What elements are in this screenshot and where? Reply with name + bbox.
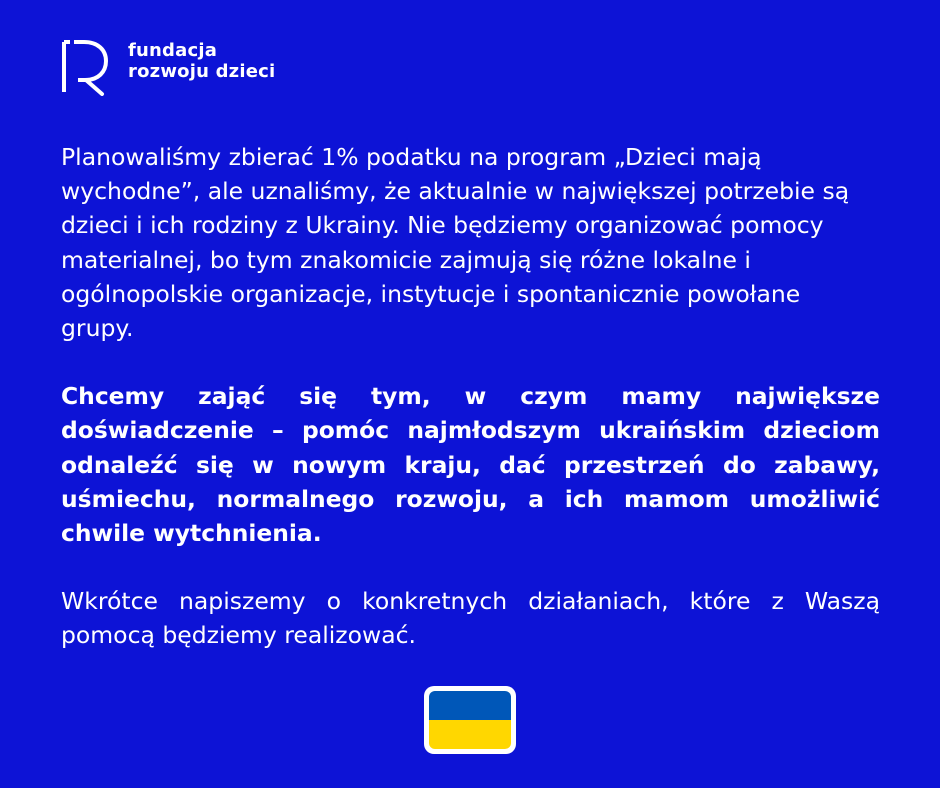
intro-paragraph: Planowaliśmy zbierać 1% podatku na program „Dzieci mają wychodne”, ale uznaliśmy, że aktualnie w największej potrzebie są dzieci i ich rodziny z Ukrainy. Nie będziemy organizować pomocy materialnej, bo tym znakomicie zajmują się różne lokalne i ogólnopolskie organizacje, instytucje i spontanicznie powołane grupy. — [61, 143, 850, 343]
brand-line-1: fundacja — [128, 40, 218, 61]
brand-logo — [60, 38, 275, 96]
fundacja-logo-icon — [60, 38, 112, 96]
flag-yellow-stripe — [429, 720, 511, 749]
ukraine-flag-icon — [424, 686, 516, 754]
main-content — [61, 140, 880, 653]
flag-blue-stripe — [429, 691, 511, 720]
flag-body — [429, 691, 511, 749]
outro-paragraph: Wkrótce napiszemy o konkretnych działaniach, które z Waszą pomocą będziemy realizować. — [61, 587, 880, 650]
brand-name — [128, 40, 275, 82]
brand-line-2: rozwoju dzieci — [128, 61, 276, 82]
highlight-paragraph: Chcemy zająć się tym, w czym mamy największe doświadczenie – pomóc najmłodszym ukraińskim dzieciom odnaleźć się w nowym kraju, dać przestrzeń do zabawy, uśmiechu, normalnego rozwoju, a ich mamom umożliwić chwile wytchnienia. — [61, 382, 880, 548]
